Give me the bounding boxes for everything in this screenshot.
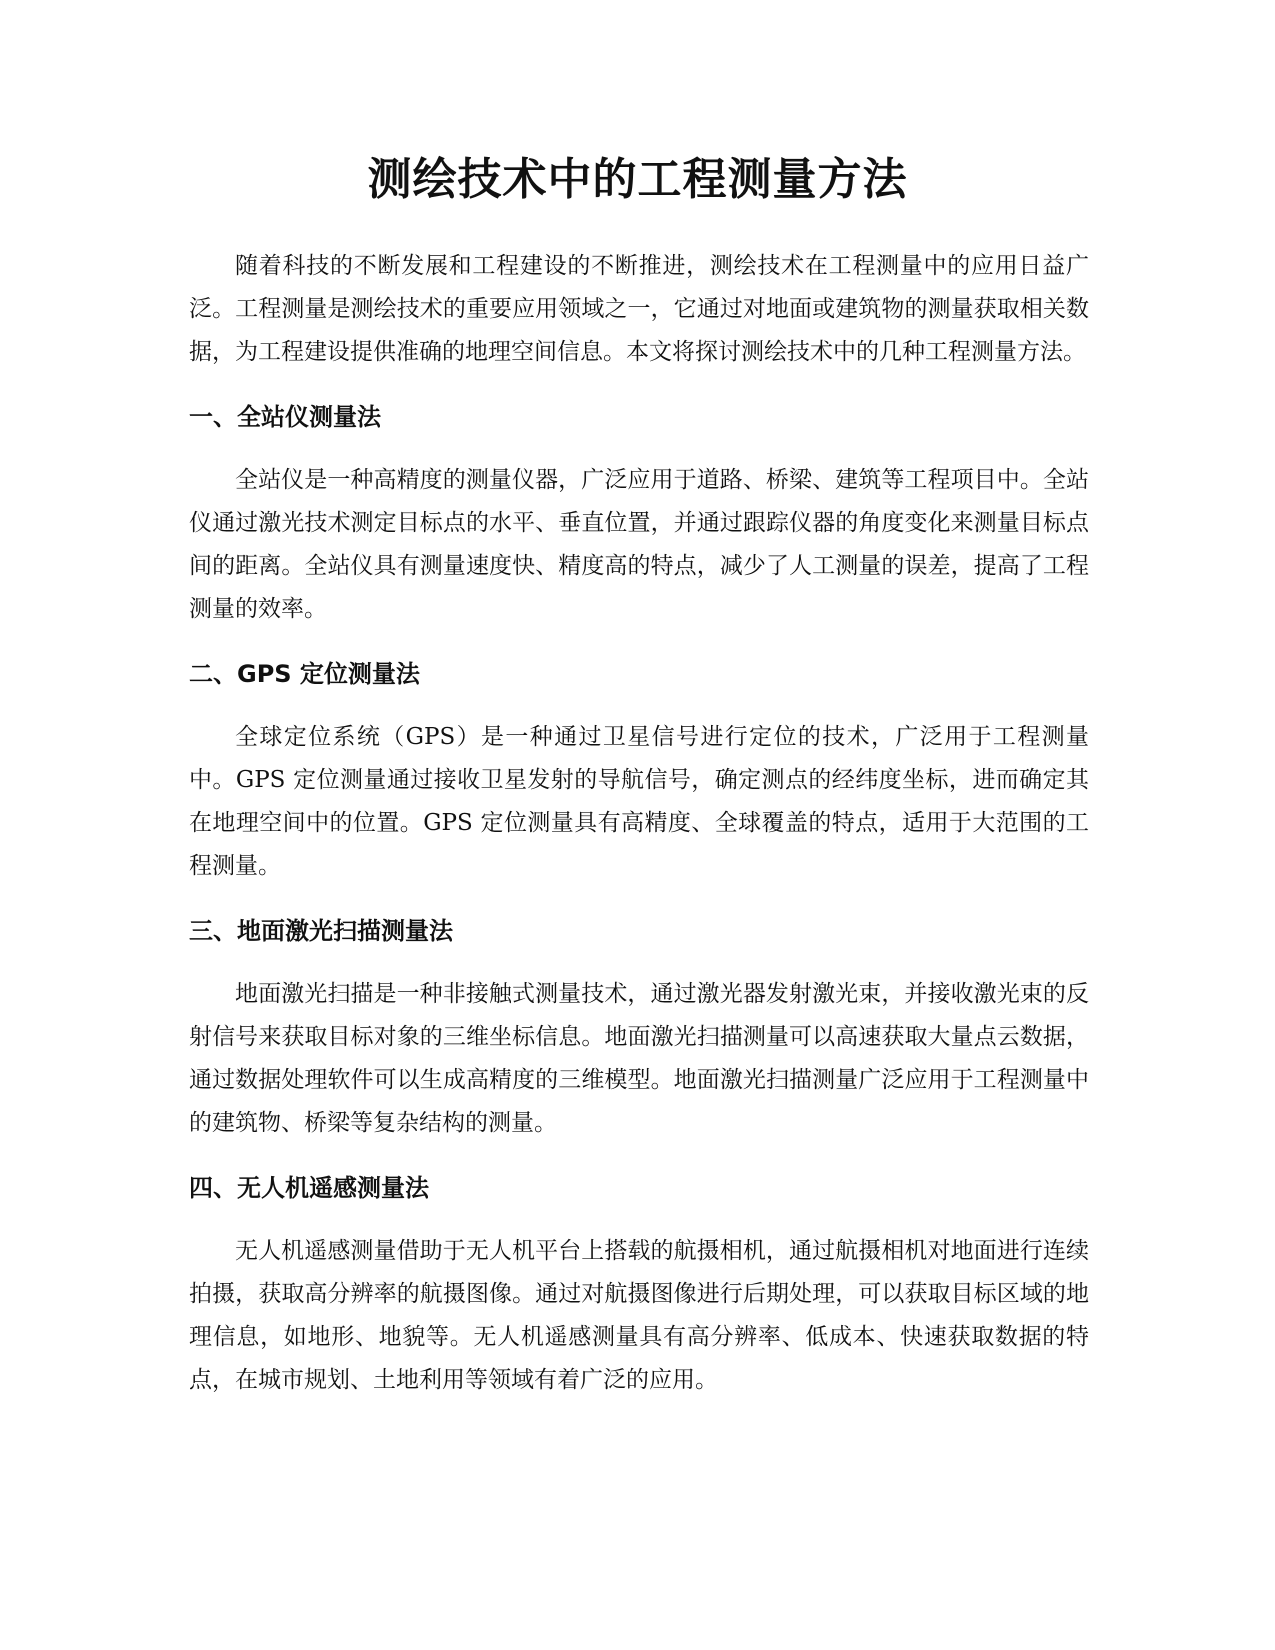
intro-paragraph: 随着科技的不断发展和工程建设的不断推进，测绘技术在工程测量中的应用日益广泛。工程测量是测绘技术的重要应用领域之一，它通过对地面或建筑物的测量获取相关数据，为工程建设提供准确的地理空间信息。本文将探讨测绘技术中的几种工程测量方法。 [189,253,1089,365]
section-heading-total-station: 一、全站仪测量法 [189,403,381,431]
section-heading-uav-remote-sensing: 四、无人机遥感测量法 [189,1174,429,1202]
section-body-total-station: 全站仪是一种高精度的测量仪器，广泛应用于道路、桥梁、建筑等工程项目中。全站仪通过激光技术测定目标点的水平、垂直位置，并通过跟踪仪器的角度变化来测量目标点间的距离。全站仪具有测量速度快、精度高的特点，减少了人工测量的误差，提高了工程测量的效率。 [189,467,1089,622]
section-heading-gps: 二、GPS 定位测量法 [189,660,420,688]
section-body-uav-remote-sensing: 无人机遥感测量借助于无人机平台上搭载的航摄相机，通过航摄相机对地面进行连续拍摄，获取高分辨率的航摄图像。通过对航摄图像进行后期处理，可以获取目标区域的地理信息，如地形、地貌等。无人机遥感测量具有高分辨率、低成本、快速获取数据的特点，在城市规划、土地利用等领域有着广泛的应用。 [189,1238,1089,1393]
document-title: 测绘技术中的工程测量方法 [367,154,908,205]
section-heading-laser-scanning: 三、地面激光扫描测量法 [189,917,453,945]
section-body-gps: 全球定位系统（GPS）是一种通过卫星信号进行定位的技术，广泛用于工程测量中。GPS 定位测量通过接收卫星发射的导航信号，确定测点的经纬度坐标，进而确定其在地理空间中的位置。GPS 定位测量具有高精度、全球覆盖的特点，适用于大范围的工程测量。 [189,724,1089,879]
section-body-laser-scanning: 地面激光扫描是一种非接触式测量技术，通过激光器发射激光束，并接收激光束的反射信号来获取目标对象的三维坐标信息。地面激光扫描测量可以高速获取大量点云数据，通过数据处理软件可以生成高精度的三维模型。地面激光扫描测量广泛应用于工程测量中的建筑物、桥梁等复杂结构的测量。 [189,981,1089,1136]
document-body [189,245,1089,1402]
